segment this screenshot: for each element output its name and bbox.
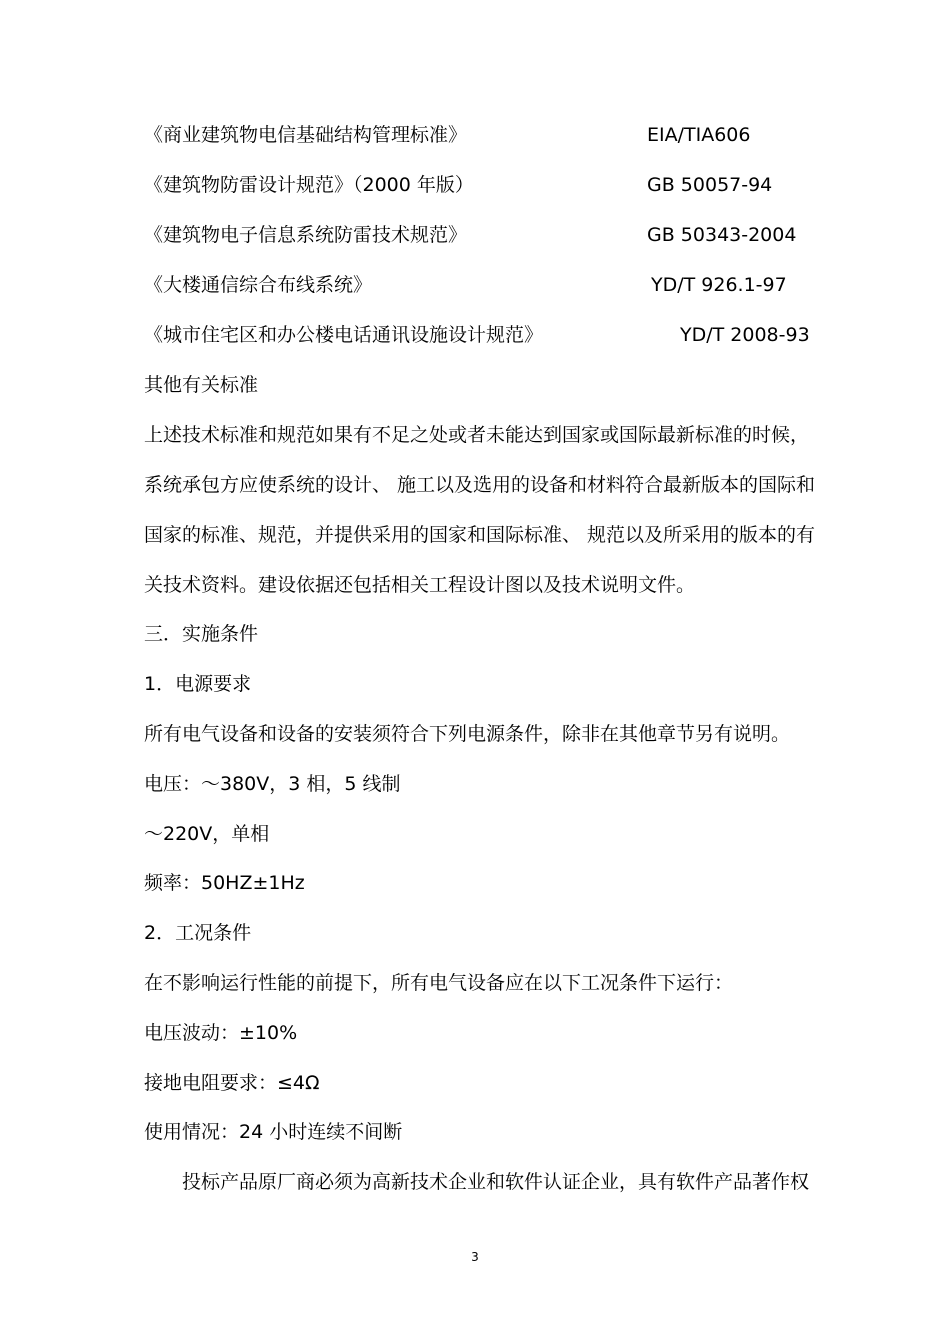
- bidder-requirement: 投标产品原厂商必须为高新技术企业和软件认证企业，具有软件产品著作权: [182, 1171, 810, 1193]
- voltage-spec-2: ～220V，单相: [144, 823, 270, 845]
- paragraph-line: 上述技术标准和规范如果有不足之处或者未能达到国家或国际最新标准的时候，: [144, 424, 810, 446]
- standard-code-3: GB 50343-2004: [647, 224, 797, 246]
- frequency-spec: 频率：50HZ±1Hz: [144, 872, 305, 894]
- page-number: 3: [471, 1250, 479, 1264]
- standard-code-5: YD/T 2008-93: [680, 324, 810, 346]
- paragraph-line: 系统承包方应使系统的设计、 施工以及选用的设备和材料符合最新版本的国际和: [144, 474, 816, 496]
- power-intro: 所有电气设备和设备的安装须符合下列电源条件，除非在其他章节另有说明。: [144, 723, 791, 745]
- standard-name-4: 《大楼通信综合布线系统》: [144, 274, 373, 296]
- section-heading: 三．实施条件: [144, 623, 259, 645]
- voltage-spec: 电压：～380V，3 相，5 线制: [144, 773, 401, 795]
- standard-code-2: GB 50057-94: [647, 174, 773, 196]
- other-standards: 其他有关标准: [144, 374, 259, 396]
- standard-name-1: 《商业建筑物电信基础结构管理标准》: [144, 124, 468, 146]
- subsection-heading: 2．工况条件: [144, 922, 252, 944]
- paragraph-line: 关技术资料。建设依据还包括相关工程设计图以及技术说明文件。: [144, 574, 696, 596]
- subsection-heading: 1．电源要求: [144, 673, 252, 695]
- standard-name-2: 《建筑物防雷设计规范》（2000 年版）: [144, 174, 474, 196]
- standard-code-1: EIA/TIA606: [647, 124, 751, 146]
- fluctuation-spec: 电压波动：±10%: [144, 1022, 298, 1044]
- standard-name-3: 《建筑物电子信息系统防雷技术规范》: [144, 224, 468, 246]
- standard-name-5: 《城市住宅区和办公楼电话通讯设施设计规范》: [144, 324, 544, 346]
- paragraph-line: 国家的标准、规范，并提供采用的国家和国际标准、 规范以及所采用的版本的有: [144, 524, 816, 546]
- grounding-spec: 接地电阻要求：≤4Ω: [144, 1072, 320, 1094]
- conditions-intro: 在不影响运行性能的前提下，所有电气设备应在以下工况条件下运行：: [144, 972, 734, 994]
- usage-spec: 使用情况：24 小时连续不间断: [144, 1121, 403, 1143]
- standard-code-4: YD/T 926.1-97: [651, 274, 787, 296]
